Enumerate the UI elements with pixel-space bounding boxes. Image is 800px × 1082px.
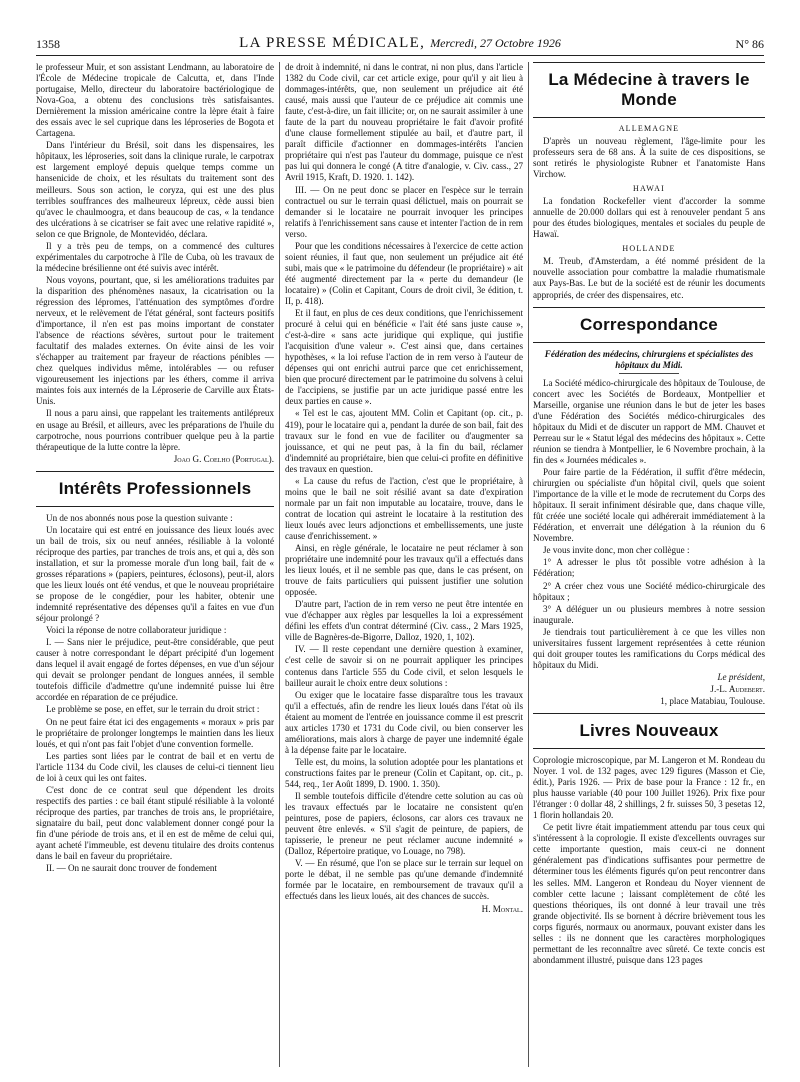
country-subheading: HOLLANDE [622,244,676,254]
article-paragraph: II. — On ne saurait donc trouver de fondement [46,863,217,874]
section-title: Livres Nouveaux [579,721,719,741]
news-paragraph: 3° A déléguer un ou plusieurs membres à notre session inaugurale. [533,603,765,625]
journal-title-line [36,35,764,52]
news-paragraph: D'après un nouveau règlement, l'âge-limite pour les professeurs sera de 68 ans. À la suite de ces dispositions, se sont retirés le physiologiste Rubner et l'anatomiste Hans Virchow. [533,136,765,180]
article-paragraph: Nous voyons, pourtant, que, si les améliorations traduites par la disparition des phénomènes nasaux, la cicatrisation ou la régression des lépromes, l'atténuation des symptômes d'ordre nerveux, et le relèvement de l'état général, sont facteurs positifs d'importance, il n'en est pas moins important de constater l'absence de réactions sévères, surtout pour le traitement facultatif des malades externes. On évite ainsi de les voir s'échapper au traitement par frayeur de réactions pénibles — chez quelques individus même, intolérables — ou refuser vigoureusement les injections par les éthers, comme il arriva maintes fois aux internés de la Léproserie de Carville aux États-Unis. [36,274,274,407]
column-right [533,62,765,1070]
page-number: 1358 [36,37,60,51]
page-header [36,35,764,56]
article-paragraph: III. — On ne peut donc se placer en l'espèce sur le terrain contractuel ou sur le terrain quasi délictuel, mais on pourrait se demander si le locataire ne pourrait invoquer les principes relatifs à l'enrichissement sans cause et intenter l'action de in rem verso. [285,184,523,239]
article-paragraph: I. — Sans nier le préjudice, peut-être considérable, que peut causer à notre correspondant le départ précipité d'un logement dans lequel il avait engagé de fortes dépenses, en vue d'un séjour qui devait se prolonger pendant de longues années, il semble toutefois difficile d'admettre qu'une indemnité puisse lui être accordée en réparation de ce préjudice. [36,637,274,703]
article-paragraph: Telle est, du moins, la solution adoptée pour les plantations et constructions faites par le preneur (Colin et Capitant, op. cit., p. 544, req., 1er Août 1899, D. 1900. 1. 350). [285,756,523,789]
column-divider [528,62,529,1067]
article-paragraph: IV. — Il reste cependant une dernière question à examiner, c'est celle de savoir si on ne pourrait appliquer les principes contenus dans l'article 555 du Code civil, et selon lesquels le bailleur aurait le choix entre deux solutions : [285,644,523,688]
news-paragraph: 2° A créer chez vous une Société médico-chirurgicale des hôpitaux ; [533,580,765,602]
country-subheading: HAWAI [632,184,666,194]
article-signature: H. Montal. [481,903,523,914]
article-paragraph: « Tel est le cas, ajoutent MM. Colin et Capitant (op. cit., p. 419), pour le locataire qui a, pendant la durée de son bail, fait des travaux sur le fond en vue de faciliter ou d'augmenter sa jouissance, et qui ne peut pas, à la fin du bail, réclamer d'indemnité au propriétaire, bien que celui-ci profite en définitive des travaux en question. [285,408,523,474]
article-paragraph: Les parties sont liées par le contrat de bail et en vertu de l'article 1134 du Code civil, les clauses de celui-ci tiennent lieu de loi à ceux qui les ont faites. [36,750,274,783]
news-paragraph: Je tiendrais tout particulièrement à ce que les villes non universitaires fussent largement représentées à cette réunion qui doit grouper toutes les ramifications du Corps médical des hôpitaux du Midi. [533,626,765,670]
news-paragraph: 1° A adresser le plus tôt possible votre adhésion à la Fédération; [533,557,765,579]
article-paragraph: Il nous a paru ainsi, que rappelant les traitements antilépreux en usage au Brésil, et ailleurs, avec les préparations de l'huile du carpotroche, nous pourrions contribuer quelque peu à la partie thérapeutique de la lutte contre la lèpre. [36,408,274,452]
article-paragraph: le professeur Muir, et son assistant Lendmann, au laboratoire de l'École de Médecine tropicale de Calcutta, et, dans l'Inde portugaise, Mello, directeur du laboratoire bactériologique de Nova-Goa, a obtenu des conclusions très satisfaisantes. Dernièrement la mission américaine contre la lèpre était à faire des essais avec le sel cuprique dans les léproseries de Bogota et Cartagena. [36,62,274,139]
news-paragraph: La fondation Rockefeller vient d'accorder la somme annuelle de 20.000 dollars qui est à renouveler pendant 5 ans pour des études biologiques, mentales et sociales du peuple de Hawaï. [533,196,765,240]
article-paragraph: D'autre part, l'action de in rem verso ne peut être intentée en vue d'échapper aux règles par lesquelles la loi a expressément défini les effets d'un contrat déterminé (Civ. cass., 2 Mars 1925, ville de Bagnères-de-Bigorre, Dalloz, 1920, 1, 102). [285,599,523,643]
news-paragraph: Je vous invite donc, mon cher collègue : [543,545,690,556]
article-paragraph: C'est donc de ce contrat seul que dépendent les droits respectifs des parties : ce bail étant stipulé résiliable à la volonté réciproque des parties, par tranches de trois ans, le propriétaire, signataire du bail, peut donc valablement donner congé pour la fin d'une période de trois ans, et il en est de même de celui qui, ayant acheté l'immeuble, est devenu titulaire des droits contenus dans le bail en faveur du propriétaire. [36,784,274,862]
article-paragraph: Il y a très peu de temps, on a commencé des cultures expérimentales du carpotroche à l'île de Cuba, où les travaux de la médecine brésilienne ont été suivis avec intérêt. [36,240,274,273]
article-paragraph: Pour que les conditions nécessaires à l'exercice de cette action soient réunies, il faut que, non seulement un préjudice ait été subi, mais que « le patrimoine du défendeur (le propriétaire) » ait été augmenté directement par la « perte du demandeur (le locataire) » (Colin et Capitant, Cours de droit civil, 3e édition, t. II, p. 418). [285,240,523,306]
news-paragraph: Pour faire partie de la Fédération, il suffit d'être médecin, chirurgien ou spécialiste d'un hôpital civil, quels que soient l'importance de la ville et le mode de recrutement du Corps des hôpitaux. Il serait infiniment désirable que, dans chaque ville, fût créée une société locale qui adhérerait immédiatement à la Fédération, et enverrait une délégation à la réunion du 6 Novembre. [533,467,765,544]
news-paragraph: La Société médico-chirurgicale des hôpitaux de Toulouse, de concert avec les Sociétés de Bordeaux, Montpellier et Marseille, organise une réunion dans le but de jeter les bases d'une Fédération des Sociétés médico-chirurgicales des hôpitaux du Midi et de discuter un rapport de MM. Chauvet et Perreau sur le « Statut légal des médecins des hôpitaux ». Cette réunion se tiendra à Montpellier, le 6 Novembre prochain, à la fin des « Journées médicales ». [533,377,765,465]
article-paragraph: Ainsi, en règle générale, le locataire ne peut réclamer à son propriétaire une indemnité pour les travaux qu'il a effectués dans les lieux loués, et il ne semble pas que, dans le cas présent, on trouve de faits particuliers qui puissent justifier une solution opposée. [285,543,523,598]
issue-date: Mercredi, 27 Octobre 1926 [430,36,561,50]
signature-name: J.-L. Audebert. [710,683,765,694]
article-paragraph: V. — En résumé, que l'on se place sur le terrain sur lequel on porte le débat, il ne semble pas qu'une demande d'indemnité formée par le locataire, en remboursement de travaux qu'il a effectués dans les lieux loués, ait des chances de succès. [285,858,523,902]
section-subtitle: Fédération des médecins, chirurgiens et spécialistes des hôpitaux du Midi. [544,348,754,370]
section-header [533,713,765,749]
issue-number: N° 86 [735,37,764,51]
signature-address: 1, place Matabiau, Toulouse. [660,695,765,706]
article-paragraph: de droit à indemnité, ni dans le contrat, ni non plus, dans l'article 1382 du Code civil, car cet article exige, pour qu'il y ait lieu à dommages-intérêts, que, non seulement un préjudice ait été causé, mais aussi que l'auteur de ce préjudice ait commis une faute, c'est-à-dire, un fait illicite; or, on ne saurait assimiler à une faute de la part du nouveau propriétaire le fait d'avoir profité d'une clause formellement stipulée au bail, et d'autre part, il paraît difficile d'actionner en dommages-intérêts l'ancien propriétaire qui n'est pas l'auteur du dommage, puisque ce n'est pas lui qui donnera le congé (A titre d'analogie, v. Civ. cass., 27 Avril 1915, Kraft, D. 1920. 1. 142). [285,62,523,183]
news-paragraph: M. Treub, d'Amsterdam, a été nommé président de la nouvelle association pour combattre la maladie rhumatismale aux Pays-Bas. Le but de la société est de réunir les documents appropriés, de créer des dispensaires, etc. [533,256,765,300]
section-header [36,471,274,507]
signature-title: Le président, [717,671,765,682]
column-divider [279,62,280,1067]
article-paragraph: Un de nos abonnés nous pose la question suivante : [46,512,233,523]
article-signature: Joao G. Coelho (Portugal). [173,453,274,464]
book-review-paragraph: Ce petit livre était impatiemment attendu par tous ceux qui s'intéressent à la coprologie. Il existe d'excellents ouvrages sur cette importante question, mais ceux-ci ne donnent généralement pas d'indications suffisantes pour permettre de déterminer tous les éléments figurés qu'on peut rencontrer dans les selles. MM. Langeron et Rondeau du Noyer viennent de combler cette lacune ; laissant complètement de côté les questions théoriques, ils ont donné à leur travail une très grande objectivité. Ils se bornent à décrire brièvement tous les corps figurés, normaux ou anormaux, pouvant exister dans les selles : ils ne donnent que les caractères morphologiques permettant de les reconnaître avec sûreté. Ce texte concis est abondamment illustré, puisque dans 123 pages [533,822,765,965]
section-header [533,62,765,118]
article-paragraph: « La cause du refus de l'action, c'est que le propriétaire, à moins que le bail ne soit résilié avant sa date d'expiration normale par un fait non imputable au locataire, trouve, dans le contrat de location qui astreint le locataire à la restitution des lieux loués avec leurs adjonctions et embellissements, une juste cause d'enrichissement. » [285,475,523,541]
column-middle [285,62,523,1070]
article-paragraph: Dans l'intérieur du Brésil, soit dans les dispensaires, les hôpitaux, les léproseries, soit dans la clinique rurale, le carpotrax est largement employé depuis quelque temps comme un hansenicide de choix, et les résultats du traitement sont des meilleurs. Sous son action, le coryza, qui est une des plus terribles souffrances des malheureux lépreux, cède aussi bien qu'avec le chaulmoogra, et dans beaucoup de cas, « la tendance des ulcérations à se cicatriser se fait avec une relative rapidité », selon ce que Brignole, de Montevidéo, déclara. [36,140,274,239]
article-paragraph: Et il faut, en plus de ces deux conditions, que l'enrichissement procuré à celui qui en bénéficie « l'ait été sans juste cause », c'est-à-dire « sans acte juridique qui explique, qui justifie l'acquisition d'une valeur ». C'est ainsi que, dans certaines hypothèses, « la loi refuse l'action de in rem verso à l'auteur de dépenses qui ont enrichi autrui parce que cet enrichissement, bien que procuré directement par le patrimoine du solvens à celui de l'accipiens, se justifie par un acte juridique passé entre les deux parties en cause ». [285,308,523,407]
section-title: Intérêts Professionnels [58,478,252,498]
article-paragraph: Il semble toutefois difficile d'étendre cette solution au cas où les travaux effectués par le locataire ne consistent qu'en peintures, pose de papiers, éclosons, car alors ces travaux ne peuvent être enlevés. « S'il s'agit de peinture, de papiers, de tapisserie, le preneur ne peut réclamer aucune indemnité » (Dalloz, Répertoire pratique, vo Louage, no 798). [285,791,523,857]
article-paragraph: On ne peut faire état ici des engagements « moraux » pris par le propriétaire de prolonger longtemps le maintien dans les lieux loués, et qui n'ont pas fait l'objet d'une convention formelle. [36,716,274,749]
column-left [36,62,274,1070]
country-subheading: ALLEMAGNE [618,124,680,133]
article-paragraph: Un locataire qui est entré en jouissance des lieux loués avec un bail de trois, six ou neuf années, résiliable à la volonté réciproque des parties, par tranches de trois ans, et qui a, dès son installation, et sur la promesse morale d'un long bail, fait de « grosses réparations » (papiers, peintures, éclosons), peut-il, alors que les lieux loués ont été vendus, et que le nouveau propriétaire se propose de le congédier, pour les habiter, obtenir une indemnité représentative des dépenses qu'il a faites en vue d'un séjour prolongé ? [36,524,274,624]
journal-name: LA PRESSE MÉDICALE, [239,35,426,51]
article-paragraph: Ou exiger que le locataire fasse disparaître tous les travaux qu'il a effectués, afin de rendre les lieux loués dans l'état où ils étaient au moment de l'entrée en jouissance comme il est prescrit aux articles 1730 et 1731 du Code civil, ou bien conserver les améliorations, mais alors à charge de payer une indemnité égale à la dépense faite par le locataire. [285,689,523,755]
article-paragraph: Voici la réponse de notre collaborateur juridique : [46,625,227,636]
divider [619,373,679,374]
section-title: Correspondance [580,314,718,334]
article-paragraph: Le problème se pose, en effet, sur le terrain du droit strict : [46,704,260,715]
section-header [533,307,765,343]
section-title: La Médecine à travers le Monde [548,70,750,109]
book-reference: Coprologie microscopique, par M. Langeron et M. Rondeau du Noyer. 1 vol. de 132 pages, avec 129 figures (Masson et Cie, édit.), Paris 1926. — Prix de base pour la France : 12 fr., en plus hausse variable (40 pour 100 Juillet 1926). Prix fixe pour l'étranger : 0 dollar 48, 2 shillings, 2 fr. suisses 50, 3 pesetas 12, 1 florin hollandais 20. [533,755,765,821]
